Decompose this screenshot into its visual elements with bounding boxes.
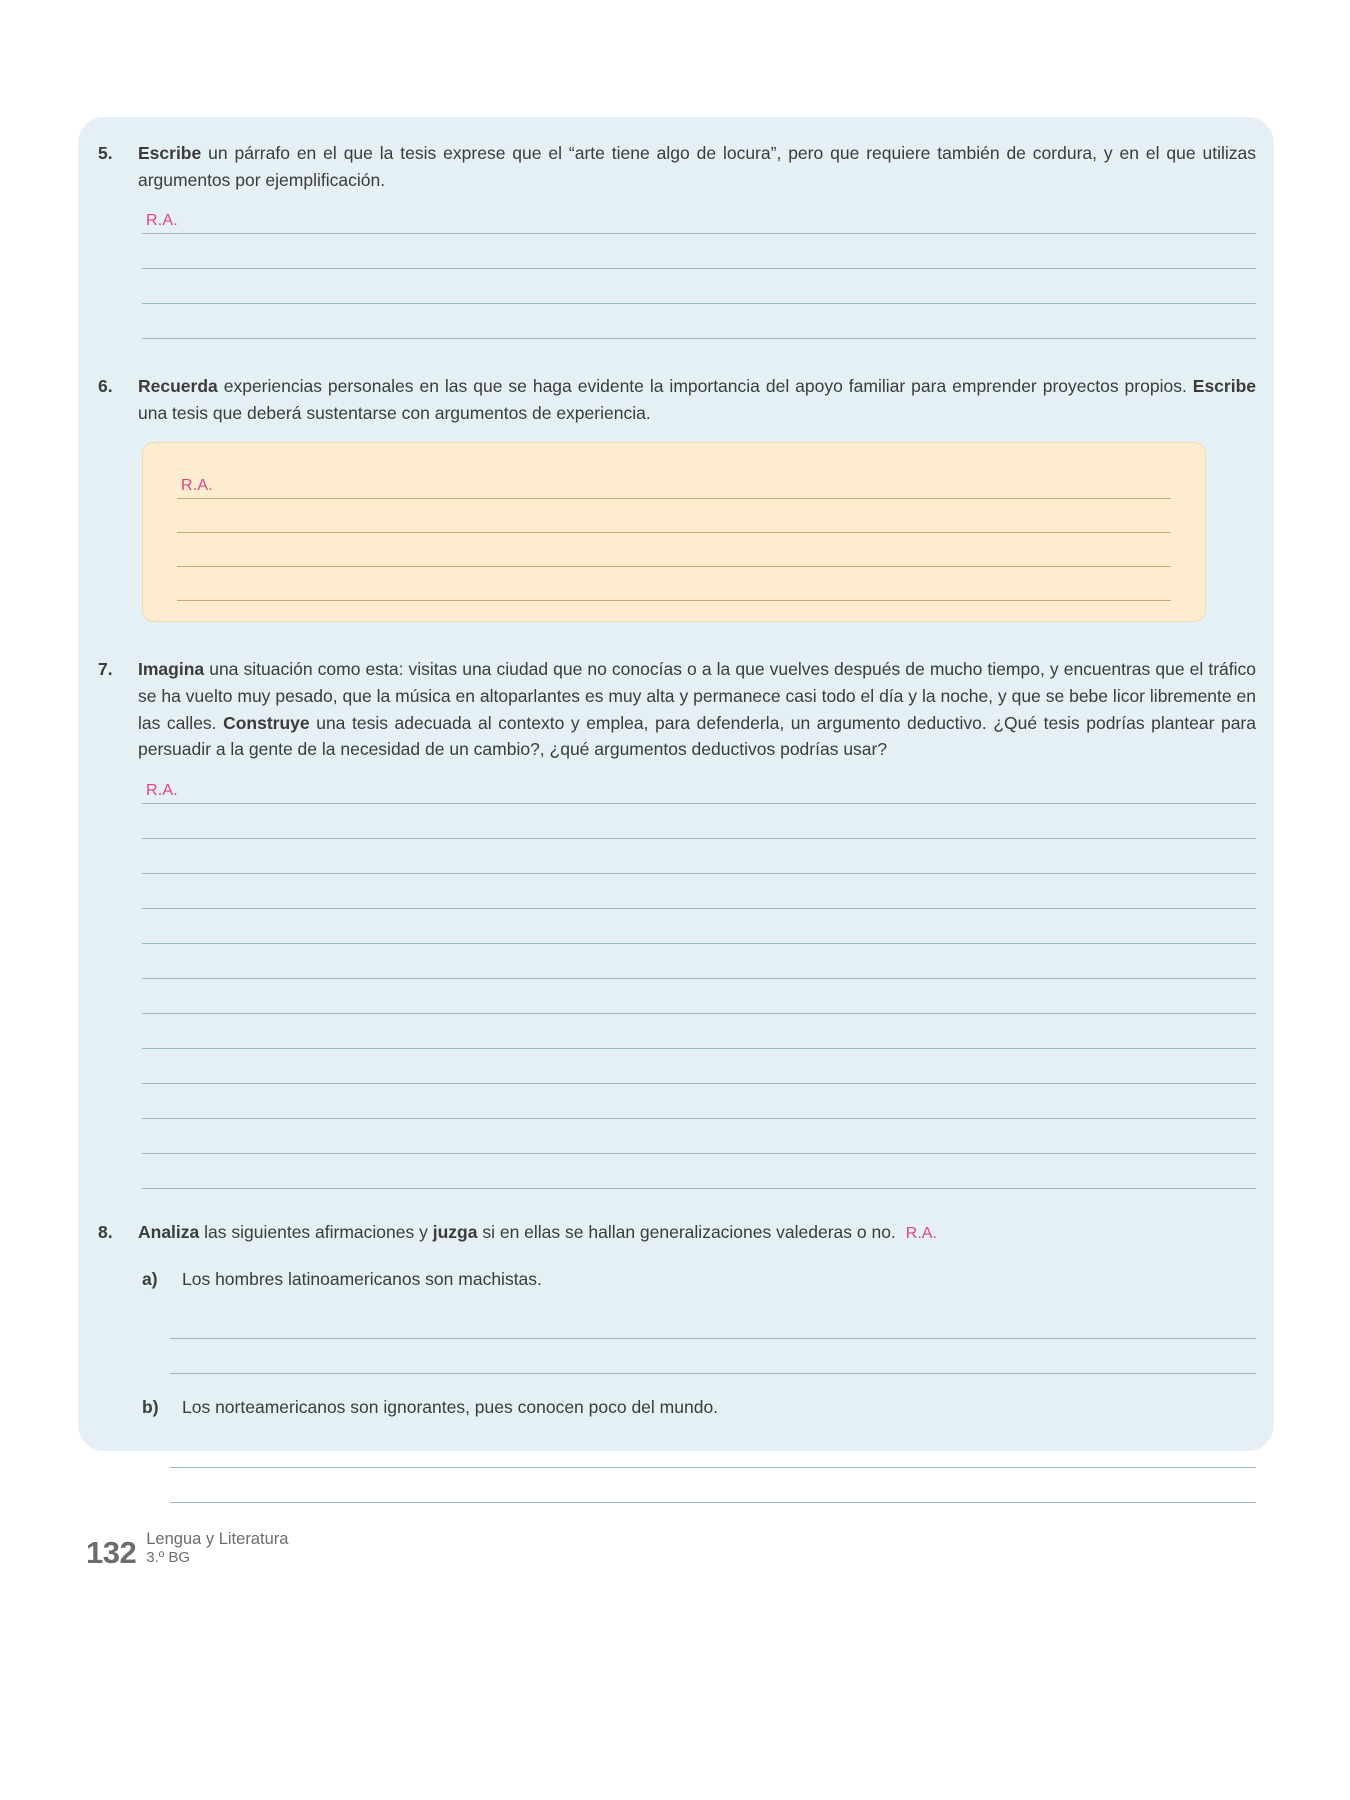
exercise-6-header: [96, 373, 1256, 426]
answer-line[interactable]: [142, 1084, 1256, 1119]
footer-level: 3.º BG: [146, 1549, 191, 1567]
subitem-b-label: b): [142, 1397, 159, 1418]
page-footer: [86, 1530, 288, 1568]
answer-line[interactable]: [170, 1339, 1256, 1374]
answer-line[interactable]: [142, 909, 1256, 944]
answer-line[interactable]: [142, 1014, 1256, 1049]
exercise-list: [96, 140, 1256, 1513]
exercise-8-body-2: si en ellas se hallan generalizaciones valederas o no.: [477, 1221, 896, 1242]
answer-line[interactable]: [170, 1468, 1256, 1503]
answer-marker: R.A.: [181, 477, 213, 495]
answer-marker: R.A.: [146, 781, 178, 799]
exercise-7-answer-area[interactable]: [142, 769, 1256, 1189]
exercise-6-verb-2: Escribe: [1192, 376, 1256, 397]
answer-line[interactable]: [170, 1433, 1256, 1468]
exercise-7-header: [96, 656, 1256, 762]
exercise-6-number: 6.: [98, 376, 113, 397]
exercise-8-verb-2: juzga: [432, 1221, 478, 1242]
answer-line[interactable]: [142, 304, 1256, 339]
answer-marker: R.A.: [146, 212, 178, 230]
subitem-a-label: a): [142, 1269, 158, 1290]
exercise-6-prompt: [138, 373, 1256, 426]
answer-line[interactable]: [142, 1119, 1256, 1154]
exercise-8-subitem-a: [142, 1266, 1256, 1292]
answer-line[interactable]: [177, 567, 1171, 601]
exercise-7-verb-2: Construye: [223, 712, 310, 733]
exercise-5-prompt: [138, 140, 1256, 193]
subitem-a-answer-area[interactable]: [170, 1304, 1256, 1374]
exercise-6-body: experiencias personales en las que se haga evidente la importancia del apoyo familiar para emprender proyectos propios.: [217, 376, 1193, 397]
exercise-8-prompt: [138, 1219, 1256, 1246]
exercise-6: [96, 373, 1256, 622]
footer-subject: Lengua y Literatura: [146, 1529, 289, 1548]
exercise-7-body-2: una tesis adecuada al contexto y emplea, para defenderla, un argumento deductivo. ¿Qué tesis podrías plantear para persuadir a la gente de la necesidad de un cambio?, ¿qué argumentos deductivos podrías usar?: [138, 712, 1256, 760]
exercise-7-body: una situación como esta: visitas una ciudad que no conocías o a la que vuelves después de mucho tiempo, y encuentras que el tráfico se ha vuelto muy pesado, que la música en altoparlantes es muy alta y permanece casi todo el día y la noche, y que se bebe licor libremente en las calles.: [138, 659, 1256, 733]
answer-line[interactable]: [142, 1049, 1256, 1084]
exercise-7-number: 7.: [98, 659, 113, 680]
answer-line[interactable]: [142, 769, 1256, 804]
exercise-8-subitem-b: [142, 1394, 1256, 1420]
answer-line[interactable]: [142, 874, 1256, 909]
exercise-8-body: las siguientes afirmaciones y: [199, 1221, 433, 1242]
exercise-7-verb: Imagina: [138, 659, 205, 680]
subitem-a-text: Los hombres latinoamericanos son machistas.: [182, 1269, 542, 1290]
subitem-b-answer-area[interactable]: [170, 1433, 1256, 1503]
exercise-8: [96, 1219, 1256, 1503]
answer-line[interactable]: [142, 234, 1256, 269]
exercise-6-verb: Recuerda: [138, 376, 218, 397]
answer-line[interactable]: [177, 465, 1171, 499]
exercise-8-number: 8.: [98, 1221, 113, 1242]
answer-line[interactable]: [142, 199, 1256, 234]
exercise-7: [96, 656, 1256, 1188]
answer-line[interactable]: [170, 1304, 1256, 1339]
exercise-8-header: [96, 1219, 1256, 1246]
exercise-5-body: un párrafo en el que la tesis exprese que el “arte tiene algo de locura”, pero que requiere también de cordura, y en el que utilizas argumentos por ejemplificación.: [138, 143, 1256, 190]
answer-line[interactable]: [142, 269, 1256, 304]
exercise-6-answer-box[interactable]: [142, 442, 1206, 622]
exercise-5-verb: Escribe: [138, 143, 202, 163]
exercise-6-body-2: una tesis que deberá sustentarse con argumentos de experiencia.: [138, 402, 651, 423]
answer-line[interactable]: [177, 499, 1171, 533]
subitem-b-text: Los norteamericanos son ignorantes, pues conocen poco del mundo.: [182, 1397, 719, 1418]
footer-text: [146, 1530, 288, 1568]
exercise-5: [96, 140, 1256, 339]
answer-line[interactable]: [142, 979, 1256, 1014]
exercise-8-verb: Analiza: [138, 1221, 200, 1242]
answer-line[interactable]: [142, 944, 1256, 979]
page-number: 132: [86, 1535, 137, 1570]
answer-marker: R.A.: [905, 1224, 937, 1242]
exercise-5-answer-area[interactable]: [142, 199, 1256, 339]
exercise-5-number: 5.: [98, 143, 113, 163]
exercise-7-prompt: [138, 656, 1256, 762]
answer-line[interactable]: [142, 839, 1256, 874]
answer-line[interactable]: [142, 804, 1256, 839]
answer-line[interactable]: [177, 533, 1171, 567]
answer-line[interactable]: [142, 1154, 1256, 1189]
exercise-5-header: [96, 140, 1256, 193]
